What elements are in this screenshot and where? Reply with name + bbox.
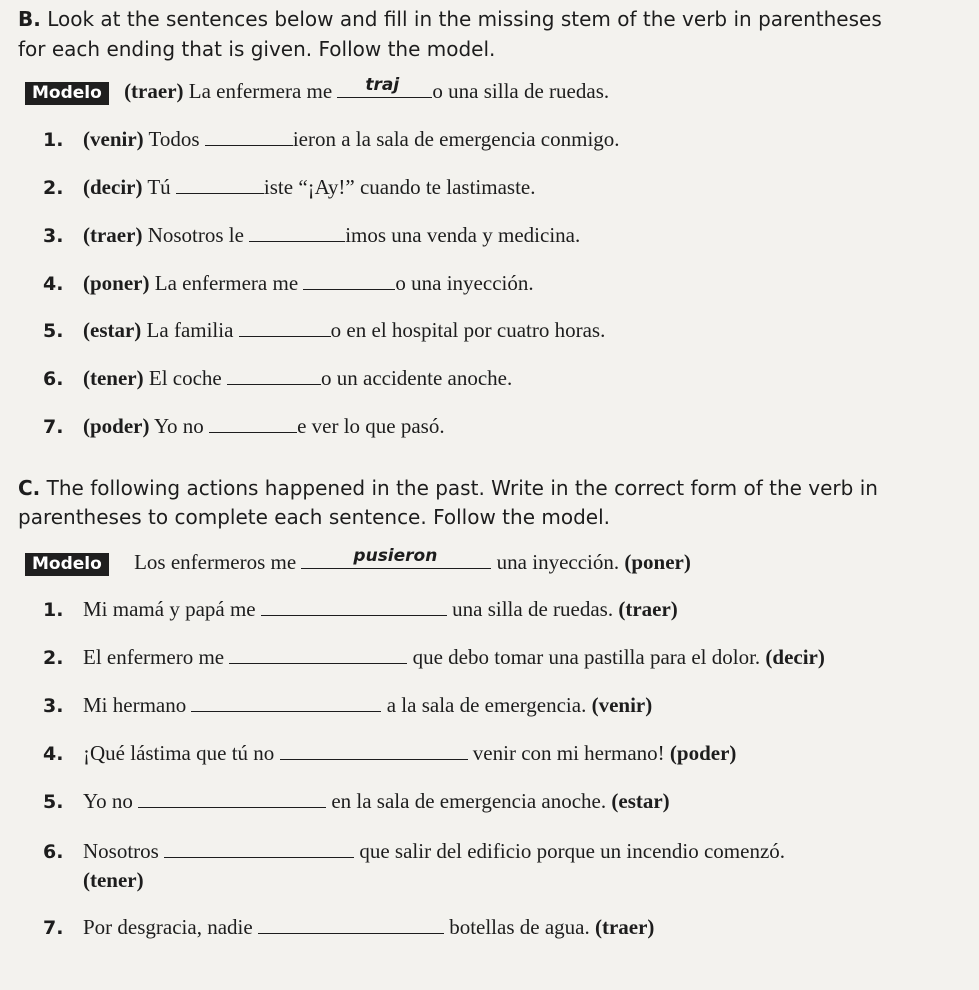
- item-text-before: La enfermera me: [154, 271, 299, 295]
- item-verb: (estar): [611, 789, 670, 813]
- model-verb: (traer): [124, 79, 184, 103]
- answer-blank[interactable]: [227, 366, 321, 385]
- answer-blank[interactable]: [209, 414, 297, 433]
- item-text-after: o una inyección.: [395, 271, 534, 295]
- item-number: 3.: [43, 695, 64, 717]
- item-text-after: venir con mi hermano!: [472, 741, 665, 765]
- section-c-instruction-text: The following actions happened in the past. Write in the correct form of the verb in: [46, 476, 878, 500]
- model-verb: (poner): [624, 550, 691, 574]
- answer-blank[interactable]: [249, 223, 345, 242]
- answer-blank[interactable]: [229, 645, 407, 664]
- model-text-after: o una silla de ruedas.: [432, 79, 610, 103]
- item-number: 7.: [43, 416, 64, 438]
- item-verb: (poner): [83, 271, 150, 295]
- model-text-before: La enfermera me: [188, 79, 333, 103]
- item-text-after: ieron a la sala de emergencia conmigo.: [292, 127, 620, 151]
- item-verb: (poder): [669, 741, 737, 765]
- item-number: 3.: [43, 225, 64, 247]
- item-number: 6.: [43, 368, 64, 390]
- section-b-instruction-line2: for each ending that is given. Follow the model.: [18, 37, 496, 61]
- item-text-after: e ver lo que pasó.: [297, 414, 445, 438]
- model-answer-blank: [337, 75, 432, 98]
- answer-blank[interactable]: [176, 175, 264, 194]
- item-number: 2.: [43, 177, 64, 199]
- exercise-b-item-5: [43, 318, 605, 343]
- exercise-b-item-7: [43, 414, 445, 439]
- item-text-after: que debo tomar una pastilla para el dolor.: [412, 645, 761, 669]
- item-text-after: botellas de agua.: [449, 915, 590, 939]
- item-text-before: Todos: [148, 127, 200, 151]
- item-number: 5.: [43, 791, 64, 813]
- section-b-model: [25, 75, 610, 105]
- section-c-letter: C.: [18, 476, 41, 500]
- item-verb: (decir): [765, 645, 825, 669]
- item-verb: (venir): [83, 127, 144, 151]
- item-number: 1.: [43, 129, 64, 151]
- exercise-b-item-1: [43, 127, 620, 152]
- item-text-before: Mi hermano: [83, 693, 187, 717]
- answer-blank[interactable]: [303, 271, 395, 290]
- item-number: 5.: [43, 320, 64, 342]
- modelo-badge: Modelo: [25, 82, 109, 105]
- item-text-before: El coche: [148, 366, 222, 390]
- exercise-c-item-1: [43, 597, 678, 622]
- item-text-after: iste “¡Ay!” cuando te lastimaste.: [263, 175, 536, 199]
- answer-blank[interactable]: [205, 127, 293, 146]
- item-text-before: Yo no: [153, 414, 204, 438]
- answer-blank[interactable]: [239, 318, 331, 337]
- item-text-after: que salir del edificio porque un incendio comenzó.: [359, 839, 786, 863]
- item-text-after: en la sala de emergencia anoche.: [331, 789, 607, 813]
- item-number: 4.: [43, 743, 64, 765]
- item-number: 1.: [43, 599, 64, 621]
- answer-blank[interactable]: [191, 693, 381, 712]
- item-number: 7.: [43, 917, 64, 939]
- model-answer-blank: [301, 546, 491, 569]
- exercise-c-item-5: [43, 789, 670, 814]
- item-text-before: Por desgracia, nadie: [83, 915, 253, 939]
- exercise-c-item-6: [43, 839, 785, 864]
- item-verb: (venir): [591, 693, 653, 717]
- modelo-badge: Modelo: [25, 553, 109, 576]
- item-verb: (traer): [618, 597, 678, 621]
- item-text-after: a la sala de emergencia.: [386, 693, 587, 717]
- item-verb: (traer): [83, 223, 143, 247]
- model-text-before: Los enfermeros me: [134, 550, 297, 574]
- item-verb: (poder): [83, 414, 150, 438]
- item-text-before: ¡Qué lástima que tú no: [83, 741, 275, 765]
- item-text-after: una silla de ruedas.: [452, 597, 614, 621]
- item-text-before: Nosotros le: [147, 223, 244, 247]
- item-number: 6.: [43, 841, 64, 863]
- item-verb-wrapped: (tener): [83, 868, 144, 892]
- item-text-before: El enfermero me: [83, 645, 225, 669]
- exercise-b-item-3: [43, 223, 580, 248]
- item-verb: (decir): [83, 175, 143, 199]
- item-text-before: La familia: [146, 318, 234, 342]
- item-text-after: o en el hospital por cuatro horas.: [330, 318, 606, 342]
- section-b-instruction-text: Look at the sentences below and fill in the missing stem of the verb in parentheses: [47, 7, 882, 31]
- answer-blank[interactable]: [138, 789, 326, 808]
- answer-blank[interactable]: [280, 741, 468, 760]
- item-text-before: Mi mamá y papá me: [83, 597, 256, 621]
- exercise-c-item-3: [43, 693, 652, 718]
- item-text-after: o un accidente anoche.: [321, 366, 513, 390]
- exercise-c-item-7: [43, 915, 654, 940]
- item-text-before: Yo no: [83, 789, 133, 813]
- item-text-before: Tú: [147, 175, 171, 199]
- item-text-after: imos una venda y medicina.: [345, 223, 581, 247]
- model-text-after: una inyección.: [496, 550, 620, 574]
- section-b-instruction-line1: [18, 5, 882, 34]
- model-answer: traj: [365, 75, 400, 95]
- answer-blank[interactable]: [258, 915, 444, 934]
- model-answer: pusieron: [353, 546, 438, 566]
- section-c-instruction-line2: parentheses to complete each sentence. Follow the model.: [18, 505, 610, 529]
- exercise-b-item-2: [43, 175, 535, 200]
- item-verb: (estar): [83, 318, 142, 342]
- answer-blank[interactable]: [164, 839, 354, 858]
- section-c-instruction-line1: [18, 474, 878, 503]
- exercise-c-item-2: [43, 645, 825, 670]
- item-number: 2.: [43, 647, 64, 669]
- item-number: 4.: [43, 273, 64, 295]
- exercise-b-item-6: [43, 366, 512, 391]
- section-b-letter: B.: [18, 7, 41, 31]
- item-verb: (tener): [83, 366, 144, 390]
- exercise-c-item-4: [43, 741, 736, 766]
- exercise-b-item-4: [43, 271, 534, 296]
- item-text-before: Nosotros: [83, 839, 159, 863]
- item-verb: (traer): [594, 915, 655, 939]
- section-c-model: [25, 546, 691, 576]
- answer-blank[interactable]: [261, 597, 447, 616]
